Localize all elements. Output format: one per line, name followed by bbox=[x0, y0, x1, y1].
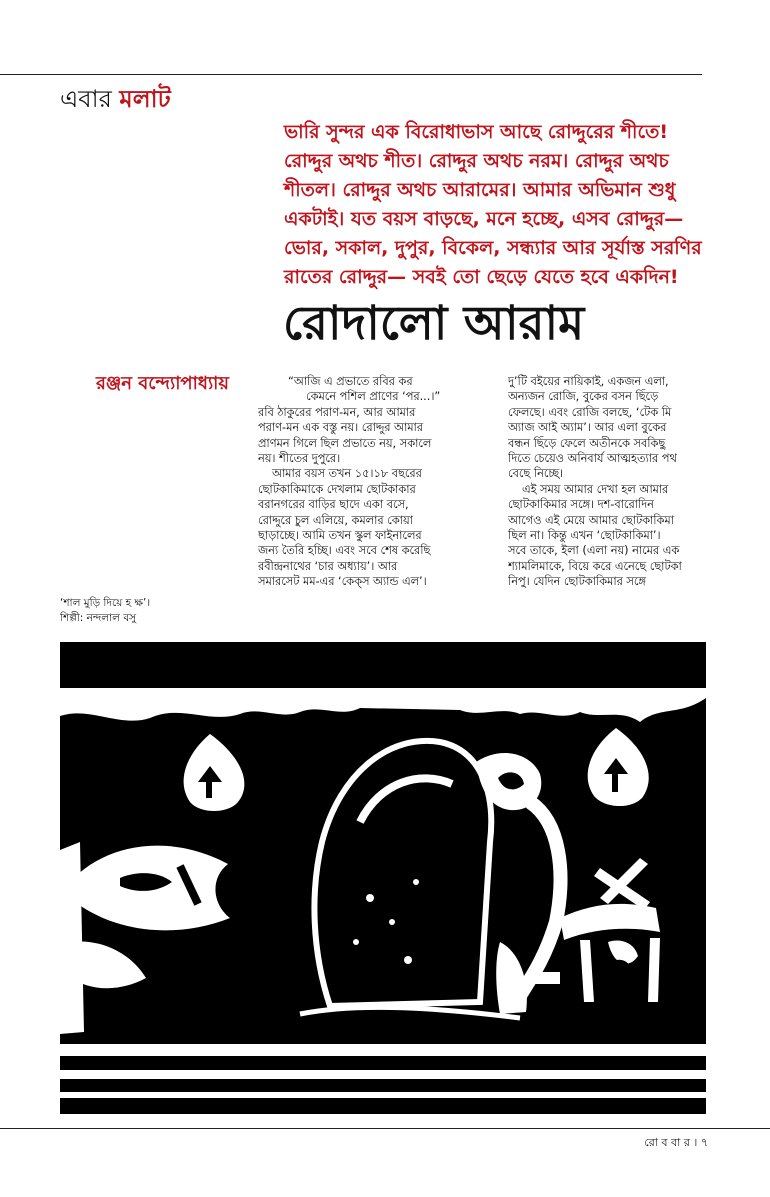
lead-line: শীতল। রোদ্দুর অথচ আরামের। আমার অভিমান শুধু bbox=[284, 179, 676, 201]
body-line: অ্যাজ আই অ্যাম’। আর এলা বুকের bbox=[508, 421, 667, 435]
body-line: আমার বয়স তখন ১৫।১৮ বছরের bbox=[272, 467, 422, 481]
body-line: জন্য তৈরি হচ্ছি। এবং সবে শেষ করেছি bbox=[258, 544, 431, 558]
body-line: রোদ্দুরে চুল এলিয়ে, কমলার কোয়া bbox=[258, 513, 413, 527]
caption-artist: শিল্পী: নন্দলাল বসু bbox=[60, 612, 137, 624]
lead-line: ভারি সুন্দর এক বিরোধাভাস আছে রোদ্দুরের শীতে! bbox=[284, 121, 669, 143]
section-label-title: মলাট bbox=[119, 85, 171, 113]
lead-line: একটাই। যত বয়স বাড়ছে, মনে হচ্ছে, এসব রোদ্দুর— bbox=[284, 208, 684, 230]
body-column-2 bbox=[508, 374, 720, 590]
section-label-prefix: এবার bbox=[60, 85, 112, 113]
page-folio: রো ব বা র । ৭ bbox=[644, 1136, 708, 1149]
body-line: বন্ধন ছিঁড়ে ফেলে অতীনকে সবকিছু bbox=[508, 436, 666, 450]
body-line: এই সময় আমার দেখা হল আমার bbox=[522, 482, 669, 496]
body-line: ছাড়াচ্ছে। আমি তখন স্কুল ফাইনালের bbox=[258, 529, 422, 543]
body-line: দু’টি বইয়ের নায়িকাই, একজন এলা, bbox=[508, 375, 669, 388]
body-line: বরানগরের বাড়ির ছাদে একা বসে, bbox=[258, 498, 409, 512]
article-headline: রোদালো আরাম bbox=[283, 296, 585, 351]
top-rule bbox=[0, 74, 702, 75]
body-line: ছোটকাকিমার সঙ্গে। দশ-বারোদিন bbox=[508, 498, 654, 512]
author-byline: রঞ্জন বন্দ্যোপাধ্যায় bbox=[96, 373, 229, 394]
body-line: পরাণ-মন এক বস্তু নয়। রোদ্দুর আমার bbox=[258, 421, 423, 435]
body-line: রবীন্দ্রনাথের ‘চার অধ্যায়’। আর bbox=[258, 559, 398, 573]
woodcut-illustration bbox=[60, 642, 706, 1114]
body-column-1 bbox=[258, 374, 490, 590]
body-line: “আজি এ প্রভাতে রবির কর bbox=[288, 375, 413, 388]
body-line: ছোটকাকিমাকে দেখলাম ছোটকাকার bbox=[258, 482, 416, 496]
body-line: বেছে নিচ্ছে। bbox=[508, 467, 564, 481]
body-line: অন্যজন রোজি, বুকের বসন ছিঁড়ে bbox=[508, 390, 659, 404]
body-line: ছিল না। কিন্তু এখন ‘ছোটকাকিমা’। bbox=[508, 529, 661, 543]
lead-line: রাতের রোদ্দুর— সবই তো ছেড়ে যেতে হবে একদিন! bbox=[284, 266, 679, 288]
section-label bbox=[60, 84, 171, 114]
image-caption bbox=[60, 596, 150, 626]
body-line: আগেও এই মেয়ে আমার ছোটকাকিমা bbox=[508, 513, 674, 527]
lead-line: ভোর, সকাল, দুপুর, বিকেল, সন্ধ্যার আর সূর্যাস্ত সরণির bbox=[284, 237, 702, 259]
body-line: দিতে চেয়েও অনিবার্য আত্মহত্যার পথ bbox=[508, 452, 677, 466]
body-line: কেমনে পশিল প্রাণের ‘পর...।” bbox=[306, 390, 441, 404]
caption-title: ‘শাল মুড়ি দিয়ে হ ক্ষ’। bbox=[60, 597, 151, 609]
body-line: প্রাণমন গিলে ছিল প্রভাতে নয়, সকালে bbox=[258, 436, 432, 450]
body-line: সবে তাকে, ইলা (এলা নয়) নামের এক bbox=[508, 544, 680, 558]
lead-line: রোদ্দুর অথচ শীত। রোদ্দুর অথচ নরম। রোদ্দুর অথচ bbox=[284, 150, 669, 172]
body-line: ফেলছে। এবং রোজি বলছে, ‘টেক মি bbox=[508, 405, 672, 419]
bottom-rule bbox=[0, 1128, 770, 1129]
body-line: নয়। শীতের দুপুরে। bbox=[258, 452, 341, 466]
body-line: নিপু। যেদিন ছোটকাকিমার সঙ্গে bbox=[508, 575, 646, 589]
body-line: শ্যামলিমাকে, বিয়ে করে এনেছে ছোটকা bbox=[508, 559, 682, 573]
body-line: রবি ঠাকুরের পরাণ-মন, আর আমার bbox=[258, 405, 416, 419]
body-line: সমারসেট মম-এর ‘কেক্‌স অ্যান্ড এল’। bbox=[258, 575, 427, 589]
lead-paragraph bbox=[284, 118, 714, 292]
